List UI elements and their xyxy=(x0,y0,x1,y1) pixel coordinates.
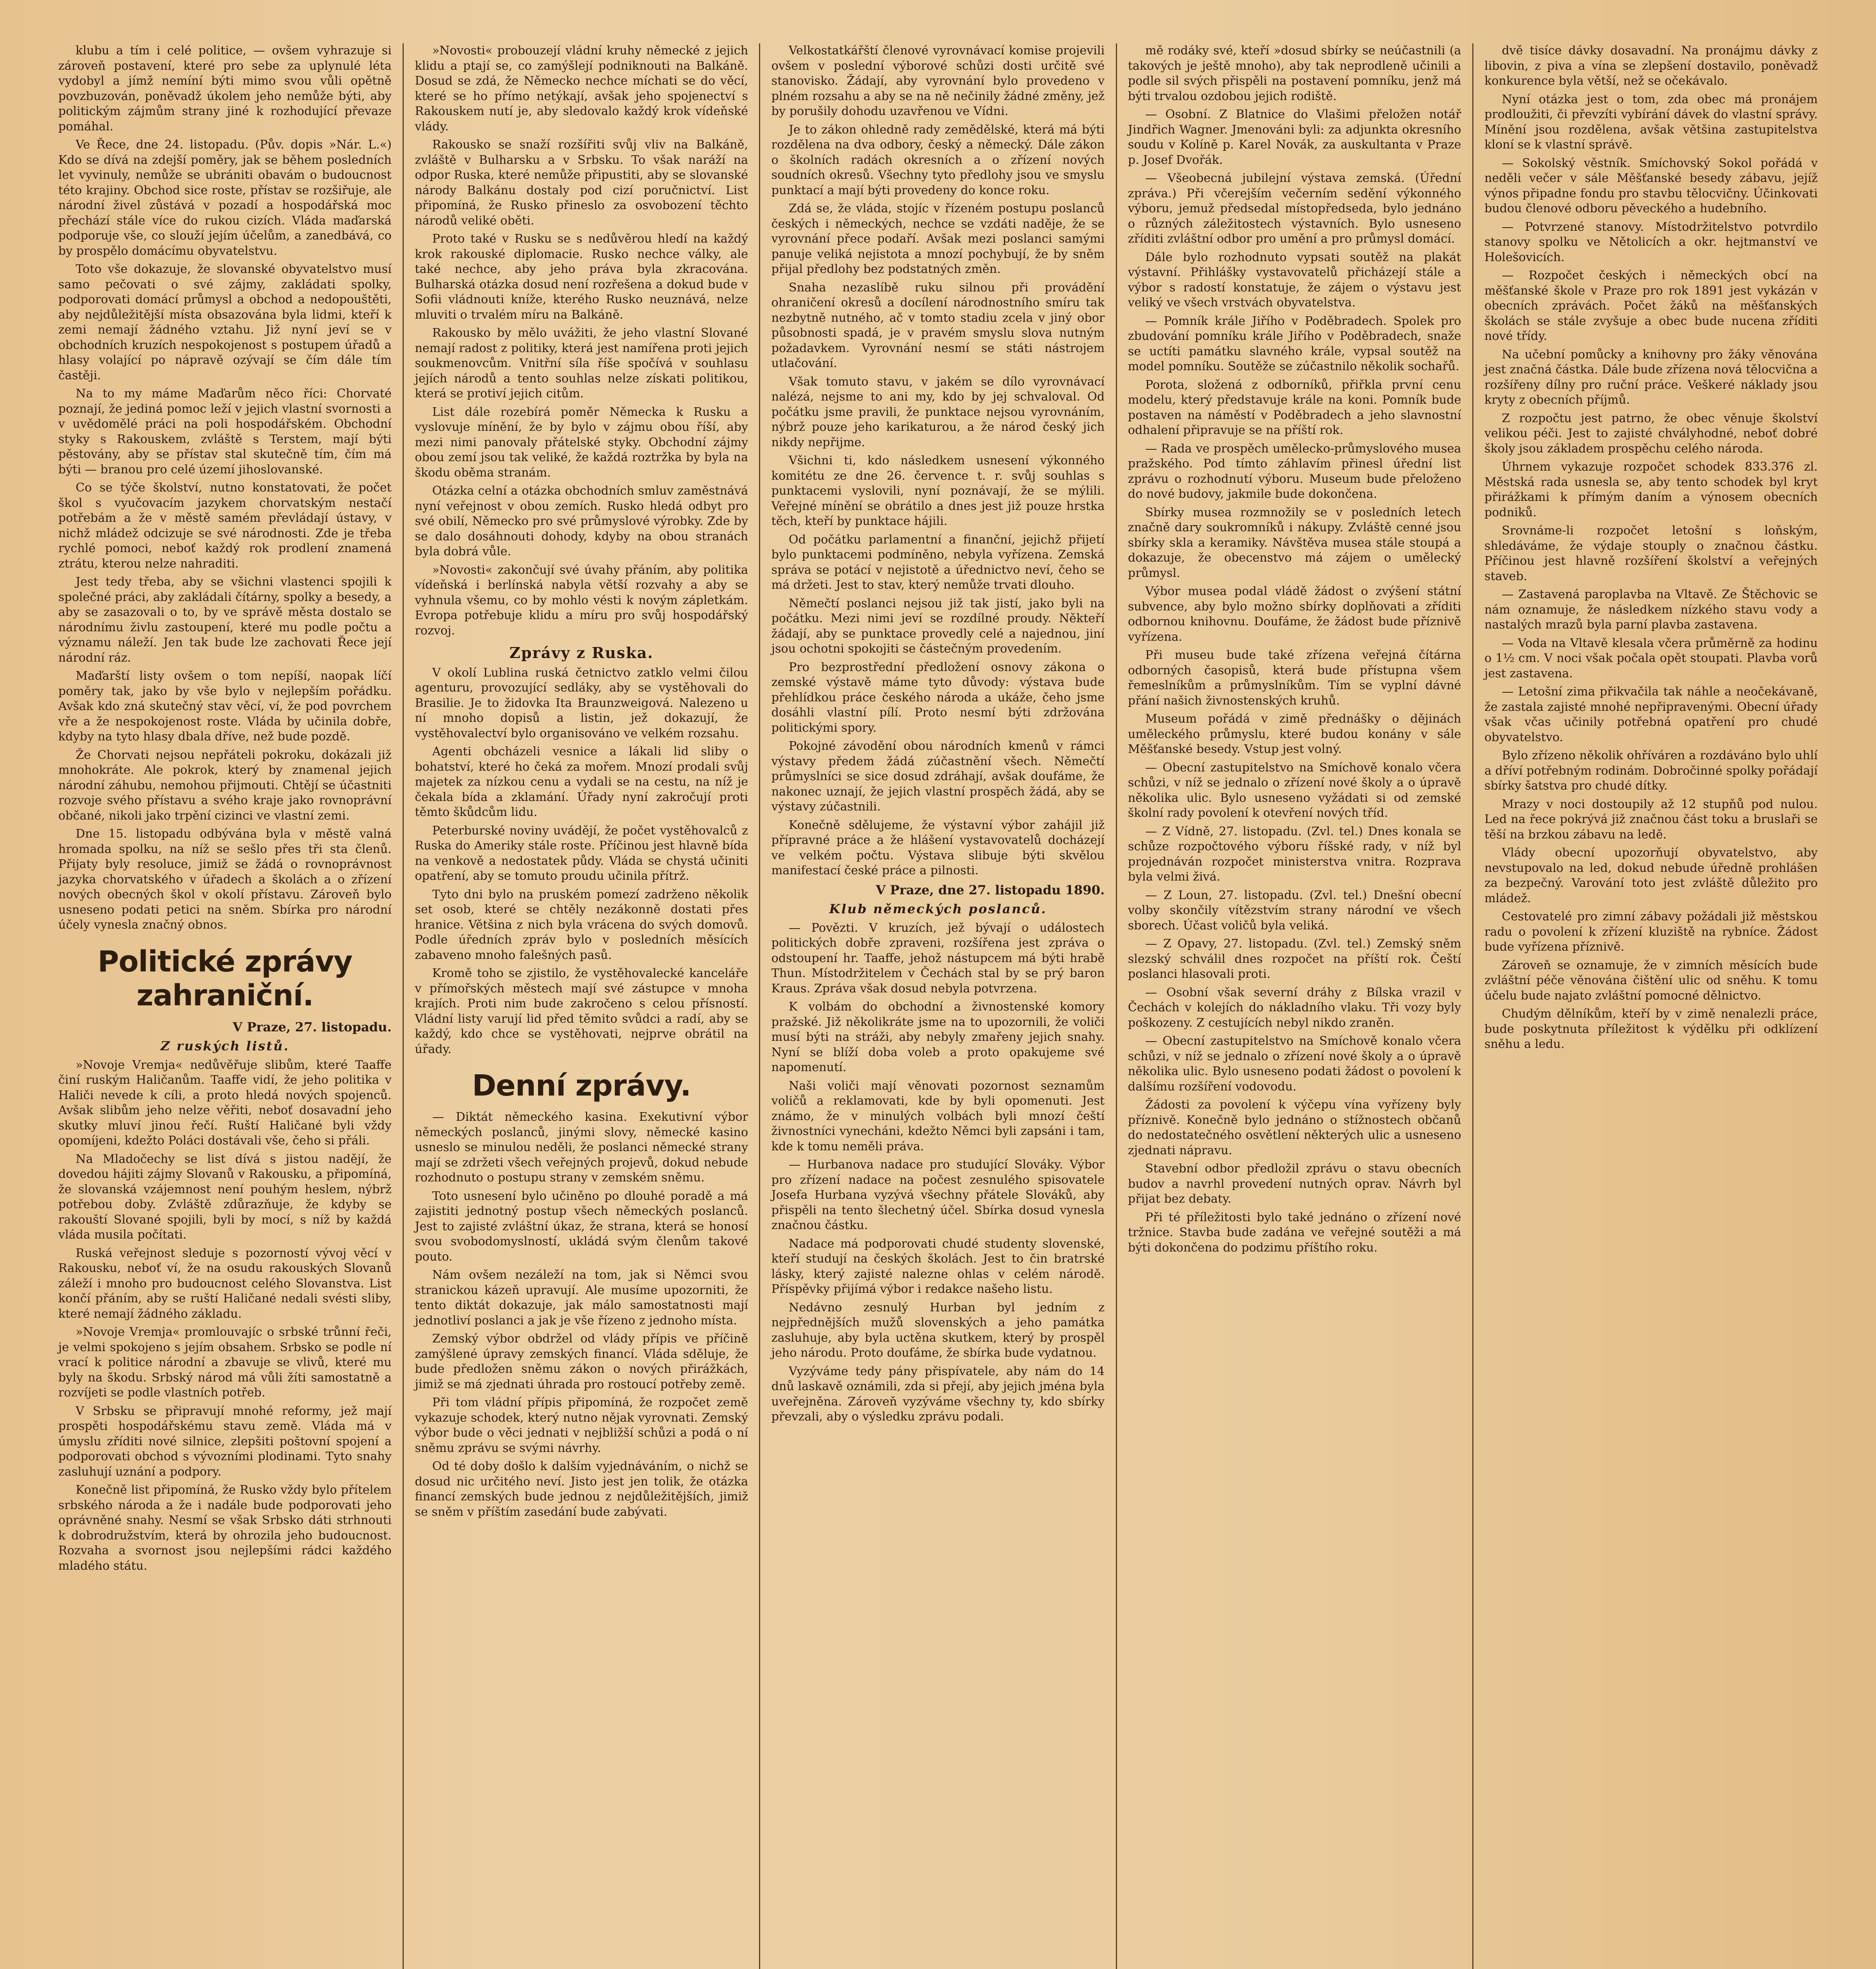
article-paragraph: — Rada ve prospěch umělecko-průmyslového musea pražského. Pod tímto záhlavím přinesl úřední list zprávu o rozhodnutí výboru. Museum bude přeloženo do nové budovy, jakmile bude dokončena. xyxy=(1128,441,1461,501)
article-paragraph: Toto usnesení bylo učiněno po dlouhé poradě a má zajistiti jednotný postup všech německých poslanců. Jest to zajisté zvláštní úkaz, že strana, která se honosí svou svobodomyslností, ukládá svým členům takové pouto. xyxy=(415,1189,748,1264)
article-paragraph: Proto také v Rusku se s nedůvěrou hledí na každý krok rakouské diplomacie. Rusko nechce války, ale také nechce, aby jeho práva byla zkracována. Bulharská otázka dosud není rozřešena a dokud bude v Sofii vládnouti kníže, kterého Rusko neuznává, nelze mluviti o trvalém míru na Balkáně. xyxy=(415,232,748,322)
article-paragraph: Mrazy v noci dostoupily až 12 stupňů pod nulou. Led na řece pokrývá již značnou část toku a bruslaři se těší na brzkou zábavu na ledě. xyxy=(1484,797,1818,842)
section-heading: Politické zprávy zahraniční. xyxy=(97,944,353,1012)
article-paragraph: Všichni ti, kdo následkem usnesení výkonného komitétu ze dne 26. července t. r. svůj souhlas s punktacemi vyslovili, nyní poznávají, že se mýlili. Veřejné mínění se obrátilo a dnes jest již pouze hrstka těch, kteří by punktace hájili. xyxy=(771,454,1105,528)
column-1 xyxy=(47,43,404,1969)
article-paragraph: Nyní otázka jest o tom, zda obec má pronájem prodloužiti, či převzíti vybírání dávek do vlastní správy. Mínění jsou rozdělena, avšak většina zastupitelstva kloní se k vlastní správě. xyxy=(1484,92,1818,152)
article-paragraph: Agenti obcházeli vesnice a lákali lid sliby o bohatství, které ho čeká za mořem. Mnozí prodali svůj majetek za nízkou cenu a vydali se na cestu, na níž je čekala bída a zklamání. Úřady nyní zakročují proti těmto škůdcům lidu. xyxy=(415,745,748,819)
article-paragraph: Žádosti za povolení k výčepu vína vyřízeny byly příznivě. Konečně bylo jednáno o stížnostech občanů do nedostatečného osvětlení některých ulic a usneseno zjednati nápravu. xyxy=(1128,1098,1461,1157)
article-paragraph: Naši voliči mají věnovati pozornost seznamům voličů a reklamovati, kde by byli opomenuti. Jest známo, že v minulých volbách byli mnozí čeští živnostníci vynecháni, kdežto Němci byli zapsáni i tam, kde k tomu neměli práva. xyxy=(771,1079,1105,1153)
article-paragraph: Na Mladočechy se list dívá s jistou nadějí, že dovedou hájiti zájmy Slovanů v Rakousku, a připomíná, že slovanská vzájemnost není pouhým heslem, nýbrž potřebou doby. Zvláště zdůrazňuje, že kdyby se rakouští Slované spojili, byli by mocí, s níž by každá vláda musila počítati. xyxy=(58,1152,392,1242)
article-paragraph: Zdá se, že vláda, stojíc v řízeném postupu poslanců českých i německých, nechce se vzdáti naděje, že se vyrovnání přece podaří. Avšak mezi poslanci samými panuje veliká nejistota a mnozí pochybují, že by sněm přijal předlohy bez podstatných změn. xyxy=(771,202,1105,276)
article-paragraph: Pokojné závodění obou národních kmenů v rámci výstavy předem žádá zúčastnění všech. Němečtí průmyslníci se sice dosud zdráhají, avšak doufáme, že nakonec uznají, že jejich vlastní prospěch žádá, aby se výstavy zúčastnili. xyxy=(771,739,1105,814)
subheading: Z ruských listů. xyxy=(160,1038,289,1053)
article-paragraph: Kromě toho se zjistilo, že vystěhovalecké kanceláře v přímořských městech mají své zástupce v mnoha krajích. Proti nim bude zakročeno s celou přísností. Vládní listy varují lid před těmito svůdci a radí, aby se každý, kdo chce se vystěhovati, nejprve obrátil na úřady. xyxy=(415,966,748,1056)
article-paragraph: Zároveň se oznamuje, že v zimních měsících bude zvláštní péče věnována čištění ulic od sněhu. K tomu účelu bude najato zvláštní pomocné dělnictvo. xyxy=(1484,958,1818,1003)
article-paragraph: Porota, složená z odborníků, přiřkla první cenu modelu, který představuje krále na koni. Pomník bude postaven na náměstí v Poděbradech a jeho slavnostní odhalení připravuje se na příští rok. xyxy=(1128,378,1461,437)
article-paragraph: Zemský výbor obdržel od vlády přípis ve příčině zamýšlené úpravy zemských financí. Vláda sděluje, že bude předložen sněmu zákon o nových přirážkách, jimiž se má zjednati úhrada pro rostoucí potřeby země. xyxy=(415,1332,748,1391)
article-paragraph: Sbírky musea rozmnožily se v posledních letech značně dary soukromníků i nákupy. Zvláště cenné jsou sbírky skla a keramiky. Návštěva musea stále stoupá a dokazuje, že obecenstvo má zájem o umělecký průmysl. xyxy=(1128,505,1461,580)
article-paragraph: — Sokolský věstník. Smíchovský Sokol pořádá v neděli večer v sále Měšťanské besedy zábavu, jejíž výnos připadne fondu pro stavbu tělocvičny. Účinkovati budou členové odboru pěveckého a hudebního. xyxy=(1484,156,1818,215)
article-paragraph: V okolí Lublina ruská četnictvo zatklo velmi čilou agenturu, provozující sedláky, aby se vystěhovali do Brasilie. Je to židovka Ita Braunzweigová. Nalezeno u ní mnoho dopisů a listin, jež dokazují, že vystěhovalectví bylo organisováno ve velkém rozsahu. xyxy=(415,666,748,740)
article-paragraph: Vyzýváme tedy pány přispívatele, aby nám do 14 dnů laskavě oznámili, zda si přejí, aby jejich jména byla uveřejněna. Zároveň vyzýváme všechny ty, kdo sbírky převzali, aby o výsledku zprávu podali. xyxy=(771,1364,1105,1424)
article-paragraph: V Srbsku se připravují mnohé reformy, jež mají prospěti hospodářskému stavu země. Vláda má v úmyslu zříditi nové silnice, zlepšiti poštovní spojení a podporovati obchod s vývozními plodinami. Tyto snahy zasluhují uznání a podpory. xyxy=(58,1404,392,1479)
article-paragraph: Maďarští listy ovšem o tom nepíší, naopak líčí poměry tak, jako by vše bylo v nejlepším pořádku. Avšak kdo zná skutečný stav věcí, ví, že pod povrchem vře a že nespokojenost roste. Vláda by učinila dobře, kdyby na tyto hlasy dbala dříve, než bude pozdě. xyxy=(58,669,392,743)
article-paragraph: Jest tedy třeba, aby se všichni vlastenci spojili k společné práci, aby zakládali čítárny, spolky a besedy, a aby se zasazovali o to, by ve správě města dostalo se národnímu živlu zastoupení, které mu podle počtu a významu náleží. Jen tak bude lze zachovati Řece její národní ráz. xyxy=(58,575,392,665)
article-paragraph: Při museu bude také zřízena veřejná čítárna odborných časopisů, která bude přístupna všem řemeslníkům a průmyslníkům. Tím se vyplní dávné přání našich živnostenských kruhů. xyxy=(1128,648,1461,708)
columns-container xyxy=(47,43,1829,1969)
article-paragraph: Je to zákon ohledně rady zemědělské, která má býti rozdělena na dva odbory, český a německý. Dále zákon o školních radách okresních a o zřízení nových soudních okresů. Všechny tyto předlohy jsou ve smyslu punktací a mají býti provedeny do konce roku. xyxy=(771,122,1105,197)
article-paragraph: Ruská veřejnost sleduje s pozorností vývoj věcí v Rakousku, neboť ví, že na osudu rakouských Slovanů záleží i mnoho pro budoucnost celého Slovanstva. List končí přáním, aby se ruští Haličané nedali svésti sliby, které nemají žádného základu. xyxy=(58,1246,392,1321)
article-paragraph: »Novosti« probouzejí vládní kruhy německé z jejich klidu a ptají se, co zamýšlejí podniknouti na Balkáně. Dosud se zdá, že Německo nechce míchati se do věcí, které se ho přímo netýkají, avšak jeho spojenectví s Rakouskem nutí je, aby sledovalo každý krok vídeňské vlády. xyxy=(415,44,748,133)
article-paragraph: Otázka celní a otázka obchodních smluv zaměstnává nyní veřejnost v obou zemích. Rusko hledá odbyt pro své obilí, Německo pro své průmyslové výrobky. Zde by se dalo dosáhnouti dohody, kdyby na obou stranách byla dobrá vůle. xyxy=(415,484,748,558)
article-paragraph: Z rozpočtu jest patrno, že obec věnuje školství velikou péči. Jest to zajisté chvályhodné, neboť dobré školy jsou základem prospěchu celého národa. xyxy=(1484,411,1818,456)
dateline: V Praze, 27. listopadu. xyxy=(232,1019,392,1035)
article-paragraph: — Potvrzené stanovy. Místodržitelstvo potvrdilo stanovy spolku ve Nětolicích a okr. hejtmanství ve Holešovicích. xyxy=(1484,220,1818,264)
article-paragraph: — Všeobecná jubilejní výstava zemská. (Úřední zpráva.) Při včerejším večerním sedění výkonného výboru, jemuž předsedal místopředseda, bylo jednáno o různých záležitostech výstavních. Bylo usneseno zříditi zvláštní odbor pro umění a pro průmysl domácí. xyxy=(1128,171,1461,246)
article-paragraph: — Diktát německého kasina. Exekutivní výbor německých poslanců, jinými slovy, německé kasino usneslo se minulou neděli, že poslanci německé strany mají se zdržeti všech veřejných projevů, dokud nebude rozhodnuto o postupu strany v zemském sněmu. xyxy=(415,1110,748,1185)
article-paragraph: Však tomuto stavu, v jakém se dílo vyrovnávací nalézá, nejsme to ani my, kdo by jej schvaloval. Od počátku jsme pravili, že punktace nejsou vyrovnáním, nýbrž pouze jeho karikaturou, a že národ český jich nikdy nepřijme. xyxy=(771,375,1105,449)
article-paragraph: Rakousko se snaží rozšířiti svůj vliv na Balkáně, zvláště v Bulharsku a v Srbsku. To však naráží na odpor Ruska, které nemůže připustiti, aby se slovanské národy Balkánu dostaly pod cizí poručnictví. List připomíná, že Rusko přineslo za osvobození těchto národů veliké oběti. xyxy=(415,138,748,228)
article-paragraph: Velkostatkářští členové vyrovnávací komise projevili ovšem v poslední výborové schůzi dosti určitě své stanovisko. Žádají, aby vyrovnání bylo provedeno v plném rozsahu a aby se na ně nečinily žádné změny, jež by porušily dohodu uzavřenou ve Vídni. xyxy=(771,44,1105,118)
article-paragraph: Srovnáme-li rozpočet letošní s loňským, shledáváme, že výdaje stouply o značnou částku. Příčinou jest hlavně rozšíření školství a veřejných staveb. xyxy=(1484,524,1818,583)
article-paragraph: Že Chorvati nejsou nepřáteli pokroku, dokázali již mnohokráte. Ale pokrok, který by znamenal jejich národní záhubu, nemohou přijmouti. Chtějí se účastniti rozvoje svého přístavu a svého kraje jako rovnoprávní občané, nikoli jako trpění cizinci ve vlastní zemi. xyxy=(58,748,392,823)
article-paragraph: — Z Loun, 27. listopadu. (Zvl. tel.) Dnešní obecní volby skončily vítězstvím strany národní ve všech sborech. Účast voličů byla veliká. xyxy=(1128,888,1461,933)
article-paragraph: »Novoje Vremja« nedůvěřuje slibům, které Taaffe činí ruským Haličanům. Taaffe vidí, že jeho politika v Haliči nevede k cíli, a proto hledá nových spojenců. Avšak slibům jeho nelze věřiti, neboť dosavadní jeho skutky mluví jinou řečí. Ruští Haličané byli vždy opomíjeni, kdežto Poláci dostávali vše, čeho si přáli. xyxy=(58,1058,392,1148)
article-paragraph: Němečtí poslanci nejsou již tak jistí, jako byli na počátku. Mezi nimi jeví se rozdílné proudy. Někteří žádají, aby se punktace provedly celé a najednou, jiní jsou ochotni spokojiti se částečným provedením. xyxy=(771,596,1105,656)
column-5 xyxy=(1473,43,1829,1969)
article-paragraph: Dne 15. listopadu odbývána byla v městě valná hromada spolku, na níž se sešlo přes tři sta členů. Přijaty byly resoluce, jimiž se žádá o rovnoprávnost jazyka chorvatského v úřadech a školách a o zřízení nových obecných škol v okolí přístavu. Zároveň bylo usneseno podati petici na sněm. Sbírka pro národní účely vynesla značný obnos. xyxy=(58,827,392,932)
article-paragraph: Peterburské noviny uvádějí, že počet vystěhovalců z Ruska do Ameriky stále roste. Příčinou jest hlavně bída na venkově a nedostatek půdy. Vláda se chystá učiniti opatření, aby se tomuto proudu učinila přítrž. xyxy=(415,823,748,883)
article-paragraph: Co se týče školství, nutno konstatovati, že počet škol s vyučovacím jazykem chorvatským nestačí potřebám a že v městě samém převládají ústavy, v nichž mládež odcizuje se své národnosti. Zde je třeba rychlé pomoci, neboť každý rok prodlení znamená ztrátu, kterou nelze nahraditi. xyxy=(58,481,392,571)
article-paragraph: Rakousko by mělo uvážiti, že jeho vlastní Slované nemají radost z politiky, která jest namířena proti jejich soukmenovcům. Vnitřní síla říše spočívá v souhlasu jejích národů a tento souhlas nelze získati politikou, která se protiví jejich citům. xyxy=(415,326,748,400)
article-paragraph: — Obecní zastupitelstvo na Smíchově konalo včera schůzi, v níž se jednalo o zřízení nové školy a o úpravě několika ulic. Bylo usneseno vyžádati si od zemské školní rady povolení k otevření nových tříd. xyxy=(1128,760,1461,820)
article-paragraph: — Letošní zima přikvačila tak náhle a neočekávaně, že zastala zajisté mnohé nepřipravenými. Obecní úřady však včas učinily potřebná opatření pro chudé obyvatelstvo. xyxy=(1484,685,1818,744)
article-paragraph: — Pomník krále Jiřího v Poděbradech. Spolek pro zbudování pomníku krále Jiřího v Poděbradech, snaže se uctíti památku slavného krále, vypsal soutěž na model pomníku. Soutěže se zúčastnilo několik sochařů. xyxy=(1128,314,1461,373)
section-heading: Denní zprávy. xyxy=(472,1069,691,1103)
article-paragraph: — Rozpočet českých i německých obcí na měšťanské škole v Praze pro rok 1891 jest vykázán v obecních zprávách. Počet žáků na měšťanských školách se stále zvyšuje a obec bude nucena zříditi nové třídy. xyxy=(1484,269,1818,343)
article-paragraph: Snaha nezaslíbě ruku silnou při provádění ohraničení okresů a docílení národnostního smíru tak nezbytně nutného, ač v tomto stadiu zcela v jiný obor působnosti spadá, je v pravém smyslu slova nutným požadavkem. Vyrovnání nesmí se státi nástrojem utlačování. xyxy=(771,280,1105,370)
article-paragraph: Cestovatelé pro zimní zábavy požádali již městskou radu o povolení k zřízení kluziště na rybníce. Žádost bude vyřízena příznivě. xyxy=(1484,910,1818,954)
article-paragraph: — Zastavená paroplavba na Vltavě. Ze Štěchovic se nám oznamuje, že následkem nízkého stavu vody a nastalých mrazů byla parní plavba zastavena. xyxy=(1484,588,1818,632)
article-paragraph: — Z Vídně, 27. listopadu. (Zvl. tel.) Dnes konala se schůze rozpočtového výboru říšské rady, v níž byl projednáván rozpočet ministerstva vnitra. Rozprava byla velmi živá. xyxy=(1128,824,1461,884)
article-paragraph: »Novoje Vremja« promlouvajíc o srbské trůnní řeči, je velmi spokojeno s jejím obsahem. Srbsko se podle ní vrací k politice národní a zbavuje se vlivů, které mu byly na škodu. Srbský národ má vůli žíti samostatně a rozvíjeti se podle vlastních potřeb. xyxy=(58,1325,392,1400)
article-paragraph: Toto vše dokazuje, že slovanské obyvatelstvo musí samo pečovati o své zájmy, zakládati spolky, podporovati domácí průmysl a obchod a nedopouštěti, aby nejdůležitější místa obsazována byla lidmi, kteří k zemi nemají žádného vztahu. Již nyní jeví se v obchodních kruzích nespokojenost s postupem úřadů a hlasy volající po nápravě ozývají se čím dále tím častěji. xyxy=(58,262,392,382)
article-paragraph: dvě tisíce dávky dosavadní. Na pronájmu dávky z libovin, z piva a vína se zlepšení dostavilo, poněvadž konkurence byla větší, než se očekávalo. xyxy=(1484,44,1818,88)
article-paragraph: Tyto dni bylo na pruském pomezí zadrženo několik set osob, které se chtěly nezákonně dostati přes hranice. Většina z nich byla vrácena do svých domovů. Podle úředních zpráv bylo v posledních měsících zabaveno mnoho falešných pasů. xyxy=(415,887,748,962)
article-paragraph: Pro bezprostřední předložení osnovy zákona o zemské výstavě máme tyto důvody: výstava bude přehlídkou práce českého národa a ukáže, čeho jsme dosáhli vlastní pílí. Proto nesmí býti zdržována politickými spory. xyxy=(771,660,1105,735)
article-paragraph: Museum pořádá v zimě přednášky o dějinách uměleckého průmyslu, které budou konány v sále Měšťanské besedy. Vstup jest volný. xyxy=(1128,712,1461,756)
article-paragraph: Nám ovšem nezáleží na tom, jak si Němci svou stranickou kázeň upravují. Ale musíme upozorniti, že tento diktát dokazuje, jak málo samostatnosti mají jednotliví poslanci a jak je vše řízeno z jednoho místa. xyxy=(415,1268,748,1327)
article-paragraph: — Obecní zastupitelstvo na Smíchově konalo včera schůzi, v níž se jednalo o zřízení nové školy a o úpravě několika ulic. Bylo usneseno podati žádost o povolení k dalšímu rozšíření vodovodu. xyxy=(1128,1034,1461,1094)
column-2 xyxy=(404,43,760,1969)
article-paragraph: List dále rozebírá poměr Německa k Rusku a vyslovuje mínění, že by bylo v zájmu obou říší, aby mezi nimi panovaly přátelské styky. Obchodní zájmy obou zemí jsou tak veliké, že každá roztržka by byla na škodu oběma stranám. xyxy=(415,405,748,480)
subheading: Klub německých poslanců. xyxy=(829,901,1047,916)
article-paragraph: Při tom vládní přípis připomíná, že rozpočet země vykazuje schodek, který nutno nějak vyrovnati. Zemský výbor bude o věci jednati v nejbližší schůzi a podá o ní sněmu zprávu se svými návrhy. xyxy=(415,1396,748,1455)
article-paragraph: Úhrnem vykazuje rozpočet schodek 833.376 zl. Městská rada usnesla se, aby tento schodek byl kryt přirážkami k přímým daním a výnosem obecních podniků. xyxy=(1484,460,1818,519)
article-paragraph: Na to my máme Maďarům něco říci: Chorvaté poznají, že jediná pomoc leží v jejich vlastní svornosti a v uvědomělé práci na poli hospodářském. Obchodní styky s Rakouskem, zvláště s Terstem, mají býti pěstovány, aby se přístav stal skutečně tím, čím má býti — branou pro celé území jihoslovanské. xyxy=(58,387,392,476)
article-paragraph: Ve Řece, dne 24. listopadu. (Pův. dopis »Nár. L.«) Kdo se dívá na zdejší poměry, jak se během posledních let vyvinuly, nemůže se ubrániti obavám o budoucnost této krajiny. Obchod sice roste, přístav se rozšiřuje, ale národní živel zůstává v pozadí a hospodářská moc přechází stále více do rukou cizích. Vláda maďarská podporuje vše, co slouží jejím účelům, a zanedbává, co by prospělo domácímu obyvatelstvu. xyxy=(58,138,392,258)
article-paragraph: Bylo zřízeno několik ohříváren a rozdáváno bylo uhlí a dříví potřebným rodinám. Dobročinné spolky pořádají sbírky šatstva pro chudé dítky. xyxy=(1484,749,1818,793)
article-paragraph: Konečně list připomíná, že Rusko vždy bylo přítelem srbského národa a že i nadále bude podporovati jeho oprávněné snahy. Nesmí se však Srbsko dáti strhnouti k dobrodružstvím, která by ohrozila jeho budoucnost. Rozvaha a svornost jsou nejlepšími rádci každého mladého státu. xyxy=(58,1483,392,1573)
article-paragraph: Na učební pomůcky a knihovny pro žáky věnována jest značná částka. Dále bude zřízena nová tělocvična a rozšířeny dílny pro ruční práce. Veškeré náklady jsou kryty z obecních příjmů. xyxy=(1484,347,1818,407)
article-paragraph: Od počátku parlamentní a finanční, jejichž přijetí bylo punktacemi podmíněno, nebyla vyřízena. Zemská správa se potácí v nejistotě a úřednictvo neví, čeho se má držeti. Jest to stav, který nemůže trvati dlouho. xyxy=(771,532,1105,592)
article-paragraph: Nedávno zesnulý Hurban byl jedním z nejpřednějších mužů slovenských a jeho památka zasluhuje, aby byla uctěna skutkem, který by prospěl jeho národu. Proto doufáme, že sbírka bude vydatnou. xyxy=(771,1300,1105,1360)
article-paragraph: — Voda na Vltavě klesala včera průměrně za hodinu o 1½ cm. V noci však počala opět stoupati. Plavba vorů jest zastavena. xyxy=(1484,636,1818,680)
column-4 xyxy=(1117,43,1473,1969)
article-paragraph: klubu a tím i celé politice, — ovšem vyhrazuje si zároveň postavení, které pro sebe za uplynulé léta vydobyl a jímž nemíní býti mimo svou vůli opětně povzbuzován, poněvadž úkolem jeho nemůže býti, aby politickým zájmům strany jiné k rozhodující převaze pomáhal. xyxy=(58,44,392,133)
article-paragraph: — Osobní. Z Blatnice do Vlašimi přeložen notář Jindřich Wagner. Jmenováni byli: za adjunkta okresního soudu v Kolíně p. Karel Novák, za auskultanta v Praze p. Josef Dvořák. xyxy=(1128,108,1461,167)
article-paragraph: Chudým dělníkům, kteří by v zimě nenalezli práce, bude poskytnuta příležitost k výdělku při odklízení sněhu a ledu. xyxy=(1484,1007,1818,1051)
article-paragraph: Vlády obecní upozorňují obyvatelstvo, aby nevstupovalo na led, dokud nebude úředně prohlášen za bezpečný. Varování toto jest zvláště důležito pro mládež. xyxy=(1484,846,1818,905)
article-paragraph: — Povězti. V kruzích, jež bývají o událostech politických dobře zpraveni, rozšířena jest zpráva o odstoupení hr. Taaffe, jehož nástupcem má býti hrabě Thun. Místodržitelem v Čechách stal by se prý baron Kraus. Zpráva však dosud nebyla potvrzena. xyxy=(771,921,1105,996)
dateline: V Praze, dne 27. listopadu 1890. xyxy=(876,882,1105,897)
article-paragraph: K volbám do obchodní a živnostenské komory pražské. Již několikráte jsme na to upozornili, že voliči musí býti na stráži, aby nebyly zmařeny jejich snahy. Nyní se blíží doba voleb a proto opakujeme své napomenutí. xyxy=(771,1000,1105,1074)
column-3 xyxy=(760,43,1117,1969)
article-paragraph: — Osobní však severní dráhy z Bílska vrazil v Čechách v kolejích do nákladního vlaku. Tři vozy byly poškozeny. Z cestujících nebyl nikdo zraněn. xyxy=(1128,985,1461,1030)
article-paragraph: Od té doby došlo k dalším vyjednáváním, o nichž se dosud nic určitého neví. Jisto jest jen tolik, že otázka financí zemských bude jednou z nejdůležitějších, jimiž se sněm v příštím zasedání bude zabývati. xyxy=(415,1459,748,1519)
article-paragraph: mě rodáky své, kteří »dosud sbírky se neúčastnili (a takových je ještě mnoho), aby tak neprodleně učinili a podle sil svých přispěli na postavení pomníku, jenž má býti trvalou ozdobou jejich rodiště. xyxy=(1128,44,1461,103)
article-paragraph: Při té příležitosti bylo také jednáno o zřízení nové tržnice. Stavba bude zadána ve veřejné soutěži a má býti dokončena do podzimu příštího roku. xyxy=(1128,1210,1461,1255)
article-paragraph: »Novosti« zakončují své úvahy přáním, aby politika vídeňská i berlínská nabyla větší rozvahy a aby se vyhnula všemu, co by mohlo vésti k novým zápletkám. Evropa potřebuje klidu a míru pro svůj hospodářský rozvoj. xyxy=(415,563,748,638)
article-paragraph: Konečně sdělujeme, že výstavní výbor zahájil již přípravné práce a že hlášení vystavovatelů docházejí ve velkém počtu. Výstava slibuje býti skvělou manifestací české práce a pilnosti. xyxy=(771,818,1105,877)
article-paragraph: Nadace má podporovati chudé studenty slovenské, kteří studují na českých školách. Jest to čin bratrské lásky, který zajisté nalezne ohlas v celém národě. Příspěvky přijímá výbor i redakce našeho listu. xyxy=(771,1237,1105,1296)
article-paragraph: Výbor musea podal vládě žádost o zvýšení státní subvence, aby bylo možno sbírky doplňovati a zříditi odbornou knihovnu. Doufáme, že žádost bude příznivě vyřízena. xyxy=(1128,584,1461,644)
article-paragraph: Stavební odbor předložil zprávu o stavu obecních budov a navrhl provedení nutných oprav. Návrh byl přijat bez debaty. xyxy=(1128,1162,1461,1206)
article-heading: Zprávy z Ruska. xyxy=(509,644,654,662)
article-paragraph: Dále bylo rozhodnuto vypsati soutěž na plakát výstavní. Přihlášky vystavovatelů přicházejí stále a výbor s radostí konstatuje, že zájem o výstavu jest veliký ve všech vrstvách obyvatelstva. xyxy=(1128,250,1461,310)
article-paragraph: — Hurbanova nadace pro studující Slováky. Výbor pro zřízení nadace na počest zesnulého spisovatele Josefa Hurbana vyzývá všechny přátele Slováků, aby přispěli na tento šlechetný účel. Sbírka dosud vynesla značnou částku. xyxy=(771,1158,1105,1232)
article-paragraph: — Z Opavy, 27. listopadu. (Zvl. tel.) Zemský sněm slezský schválil dnes rozpočet na příští rok. Čeští poslanci hlasovali proti. xyxy=(1128,937,1461,981)
